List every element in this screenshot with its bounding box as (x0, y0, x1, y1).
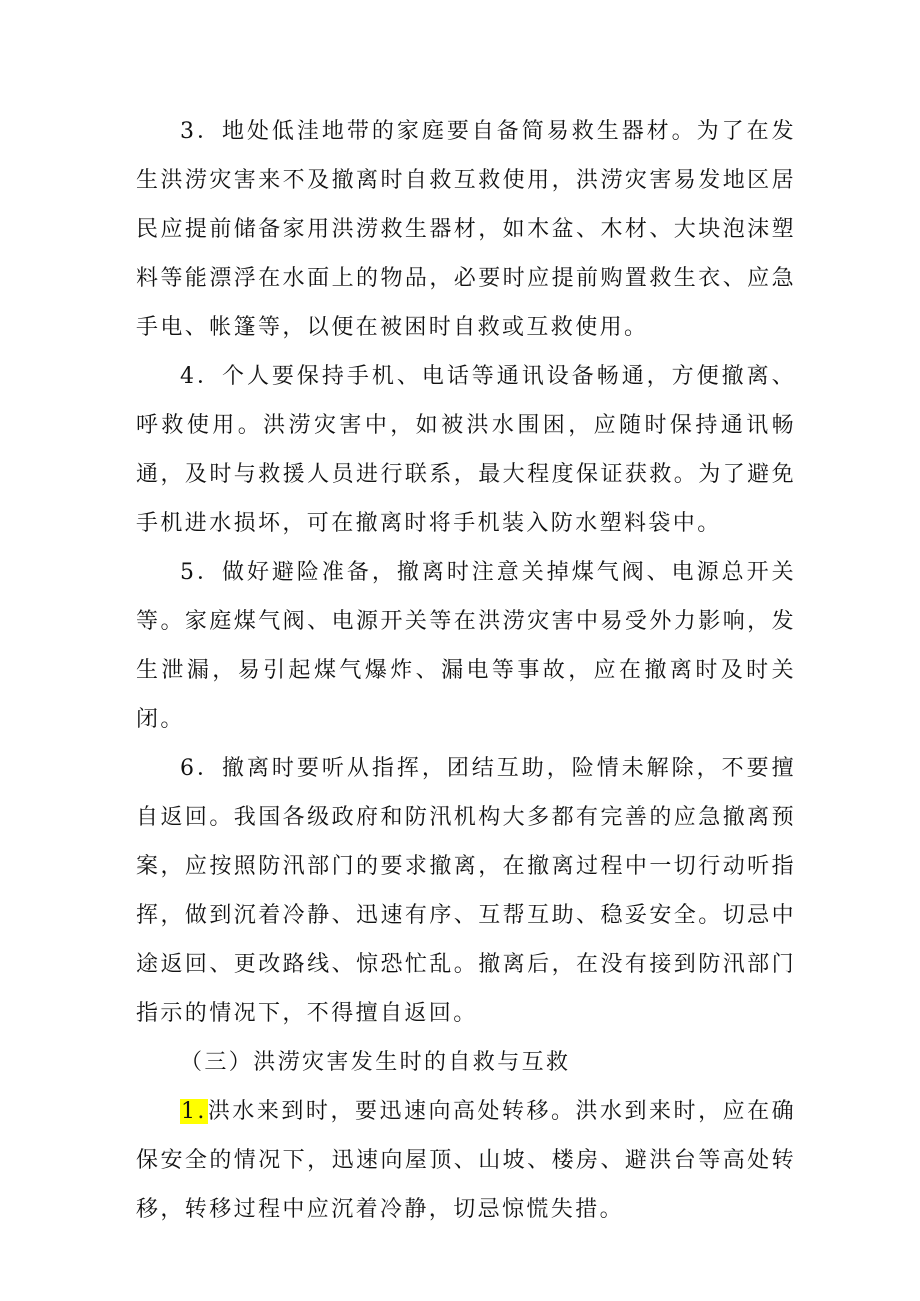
paragraph-item-6: 6．撤离时要听从指挥，团结互助，险情未解除，不要擅自返回。我国各级政府和防汛机构大多都有完善的应急撤离预案，应按照防汛部门的要求撤离，在撤离过程中一切行动听指挥，做到沉着冷静、迅速有序、互帮互助、稳妥安全。切忌中途返回、更改路线、惊恐忙乱。撤离后，在没有接到防汛部门指示的情况下，不得擅自返回。 (136, 756, 796, 1026)
document-body (136, 107, 796, 1234)
paragraph-item-1-text: 洪水来到时，要迅速向高处转移。洪水到来时，应在确保安全的情况下，迅速向屋顶、山坡、楼房、避洪台等高处转移，转移过程中应沉着冷静，切忌惊慌失措。 (136, 1099, 796, 1222)
paragraph-item-3: 3．地处低洼地带的家庭要自备简易救生器材。为了在发生洪涝灾害来不及撤离时自救互救使用，洪涝灾害易发地区居民应提前储备家用洪涝救生器材，如木盆、木材、大块泡沫塑料等能漂浮在水面上的物品，必要时应提前购置救生衣、应急手电、帐篷等，以便在被困时自救或互救使用。 (136, 119, 796, 340)
paragraph-item-5: 5．做好避险准备，撤离时注意关掉煤气阀、电源总开关等。家庭煤气阀、电源开关等在洪涝灾害中易受外力影响，发生泄漏，易引起煤气爆炸、漏电等事故，应在撤离时及时关闭。 (136, 560, 796, 732)
paragraph-item-1 (136, 1087, 796, 1234)
section-heading: （三）洪涝灾害发生时的自救与互救 (180, 1050, 571, 1075)
paragraph-item-4: 4．个人要保持手机、电话等通讯设备畅通，方便撤离、呼救使用。洪涝灾害中，如被洪水围困，应随时保持通讯畅通，及时与救援人员进行联系，最大程度保证获救。为了避免手机进水损坏，可在撤离时将手机装入防水塑料袋中。 (136, 364, 796, 536)
highlighted-item-number: 1. (181, 1099, 207, 1124)
